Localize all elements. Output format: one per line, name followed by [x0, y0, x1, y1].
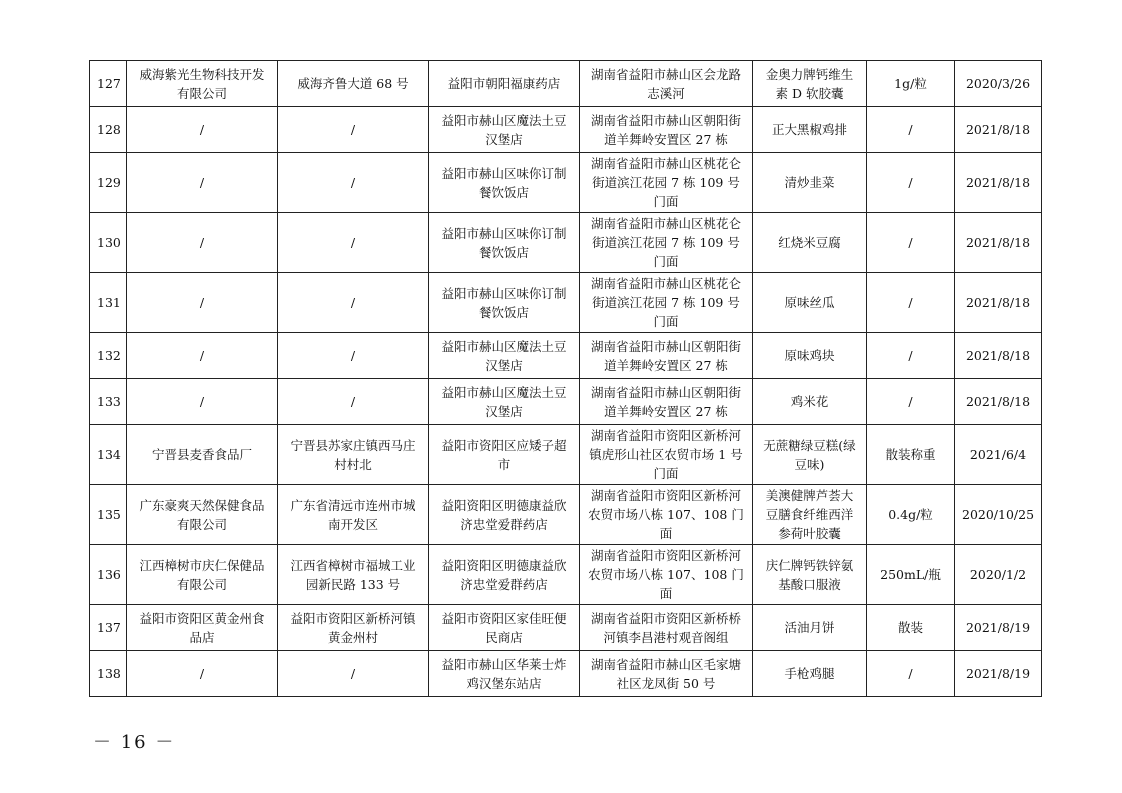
cell-manufacturer-address: /: [278, 379, 429, 425]
cell-date: 2021/8/18: [955, 333, 1042, 379]
cell-no: 129: [90, 153, 127, 213]
cell-no: 134: [90, 425, 127, 485]
cell-manufacturer: /: [127, 273, 278, 333]
cell-manufacturer: 广东豪爽天然保健食品有限公司: [127, 485, 278, 545]
cell-product: 清炒韭菜: [753, 153, 867, 213]
cell-entity-address: 湖南省益阳市赫山区朝阳街道羊舞岭安置区 27 栋: [580, 107, 753, 153]
cell-date: 2021/8/19: [955, 651, 1042, 697]
cell-spec: 散装称重: [867, 425, 955, 485]
cell-no: 136: [90, 545, 127, 605]
table-row: [90, 605, 1042, 651]
cell-entity-address: 湖南省益阳市资阳区新桥桥河镇李昌港村观音阁组: [580, 605, 753, 651]
cell-date: 2021/6/4: [955, 425, 1042, 485]
cell-manufacturer: 益阳市资阳区黄金州食品店: [127, 605, 278, 651]
cell-spec: 0.4g/粒: [867, 485, 955, 545]
cell-spec: /: [867, 107, 955, 153]
table-row: [90, 485, 1042, 545]
cell-spec: 250mL/瓶: [867, 545, 955, 605]
page-number: － 16 －: [93, 732, 176, 753]
cell-date: 2021/8/18: [955, 379, 1042, 425]
table-row: [90, 273, 1042, 333]
cell-entity: 益阳市朝阳福康药店: [429, 61, 580, 107]
cell-manufacturer: 威海紫光生物科技开发有限公司: [127, 61, 278, 107]
cell-date: 2021/8/18: [955, 273, 1042, 333]
table-row: [90, 545, 1042, 605]
cell-manufacturer: /: [127, 333, 278, 379]
cell-entity: 益阳市资阳区家佳旺便民商店: [429, 605, 580, 651]
cell-no: 133: [90, 379, 127, 425]
cell-no: 138: [90, 651, 127, 697]
cell-spec: /: [867, 273, 955, 333]
cell-entity-address: 湖南省益阳市资阳区新桥河镇虎形山社区农贸市场 1 号门面: [580, 425, 753, 485]
sampling-results-table: [89, 60, 1042, 697]
cell-entity: 益阳资阳区明德康益欣济忠堂爱群药店: [429, 545, 580, 605]
cell-no: 127: [90, 61, 127, 107]
cell-manufacturer-address: 威海齐鲁大道 68 号: [278, 61, 429, 107]
cell-date: 2020/3/26: [955, 61, 1042, 107]
cell-manufacturer-address: /: [278, 153, 429, 213]
cell-product: 正大黑椒鸡排: [753, 107, 867, 153]
cell-spec: 1g/粒: [867, 61, 955, 107]
cell-entity: 益阳市资阳区应矮子超市: [429, 425, 580, 485]
cell-no: 137: [90, 605, 127, 651]
cell-manufacturer: 江西樟树市庆仁保健品有限公司: [127, 545, 278, 605]
cell-entity-address: 湖南省益阳市资阳区新桥河农贸市场八栋 107、108 门面: [580, 485, 753, 545]
cell-date: 2021/8/18: [955, 107, 1042, 153]
cell-spec: /: [867, 379, 955, 425]
cell-entity-address: 湖南省益阳市赫山区桃花仑街道滨江花园 7 栋 109 号门面: [580, 213, 753, 273]
cell-manufacturer-address: /: [278, 213, 429, 273]
cell-manufacturer: 宁晋县麦香食品厂: [127, 425, 278, 485]
cell-product: 原味鸡块: [753, 333, 867, 379]
cell-entity: 益阳资阳区明德康益欣济忠堂爱群药店: [429, 485, 580, 545]
cell-product: 手枪鸡腿: [753, 651, 867, 697]
cell-manufacturer-address: /: [278, 651, 429, 697]
cell-manufacturer-address: 广东省清远市连州市城南开发区: [278, 485, 429, 545]
cell-entity: 益阳市赫山区魔法土豆汉堡店: [429, 379, 580, 425]
table-row: [90, 153, 1042, 213]
cell-entity: 益阳市赫山区魔法土豆汉堡店: [429, 333, 580, 379]
table-row: [90, 61, 1042, 107]
cell-spec: /: [867, 651, 955, 697]
cell-manufacturer-address: /: [278, 333, 429, 379]
cell-product: 无蔗糖绿豆糕(绿豆味): [753, 425, 867, 485]
cell-manufacturer-address: 益阳市资阳区新桥河镇黄金州村: [278, 605, 429, 651]
cell-entity: 益阳市赫山区味你订制餐饮饭店: [429, 273, 580, 333]
cell-date: 2020/10/25: [955, 485, 1042, 545]
cell-product: 庆仁牌钙铁锌氨基酸口服液: [753, 545, 867, 605]
cell-manufacturer: /: [127, 379, 278, 425]
cell-manufacturer: /: [127, 213, 278, 273]
cell-entity-address: 湖南省益阳市赫山区会龙路志溪河: [580, 61, 753, 107]
cell-manufacturer-address: /: [278, 273, 429, 333]
cell-product: 美澳健牌芦荟大豆膳食纤维西洋参荷叶胶囊: [753, 485, 867, 545]
cell-date: 2020/1/2: [955, 545, 1042, 605]
cell-entity: 益阳市赫山区华莱士炸鸡汉堡东站店: [429, 651, 580, 697]
cell-entity: 益阳市赫山区味你订制餐饮饭店: [429, 213, 580, 273]
cell-no: 128: [90, 107, 127, 153]
cell-entity-address: 湖南省益阳市赫山区朝阳街道羊舞岭安置区 27 栋: [580, 333, 753, 379]
cell-entity: 益阳市赫山区魔法土豆汉堡店: [429, 107, 580, 153]
cell-date: 2021/8/18: [955, 153, 1042, 213]
cell-date: 2021/8/19: [955, 605, 1042, 651]
cell-no: 132: [90, 333, 127, 379]
cell-spec: /: [867, 333, 955, 379]
cell-no: 135: [90, 485, 127, 545]
cell-spec: 散装: [867, 605, 955, 651]
cell-product: 红烧米豆腐: [753, 213, 867, 273]
cell-no: 131: [90, 273, 127, 333]
table-row: [90, 379, 1042, 425]
cell-spec: /: [867, 153, 955, 213]
cell-manufacturer-address: 宁晋县苏家庄镇西马庄村村北: [278, 425, 429, 485]
cell-product: 原味丝瓜: [753, 273, 867, 333]
cell-manufacturer-address: /: [278, 107, 429, 153]
table-row: [90, 651, 1042, 697]
table-row: [90, 213, 1042, 273]
cell-manufacturer: /: [127, 651, 278, 697]
table-row: [90, 425, 1042, 485]
cell-entity-address: 湖南省益阳市赫山区桃花仑街道滨江花园 7 栋 109 号门面: [580, 153, 753, 213]
cell-product: 鸡米花: [753, 379, 867, 425]
cell-product: 金奥力牌钙维生素 D 软胶囊: [753, 61, 867, 107]
cell-manufacturer: /: [127, 153, 278, 213]
table-row: [90, 107, 1042, 153]
cell-entity-address: 湖南省益阳市赫山区毛家塘社区龙凤街 50 号: [580, 651, 753, 697]
cell-manufacturer-address: 江西省樟树市福城工业园新民路 133 号: [278, 545, 429, 605]
cell-entity: 益阳市赫山区味你订制餐饮饭店: [429, 153, 580, 213]
cell-no: 130: [90, 213, 127, 273]
cell-manufacturer: /: [127, 107, 278, 153]
cell-product: 活油月饼: [753, 605, 867, 651]
cell-entity-address: 湖南省益阳市资阳区新桥河农贸市场八栋 107、108 门面: [580, 545, 753, 605]
cell-spec: /: [867, 213, 955, 273]
cell-entity-address: 湖南省益阳市赫山区朝阳街道羊舞岭安置区 27 栋: [580, 379, 753, 425]
cell-entity-address: 湖南省益阳市赫山区桃花仑街道滨江花园 7 栋 109 号门面: [580, 273, 753, 333]
table-row: [90, 333, 1042, 379]
cell-date: 2021/8/18: [955, 213, 1042, 273]
